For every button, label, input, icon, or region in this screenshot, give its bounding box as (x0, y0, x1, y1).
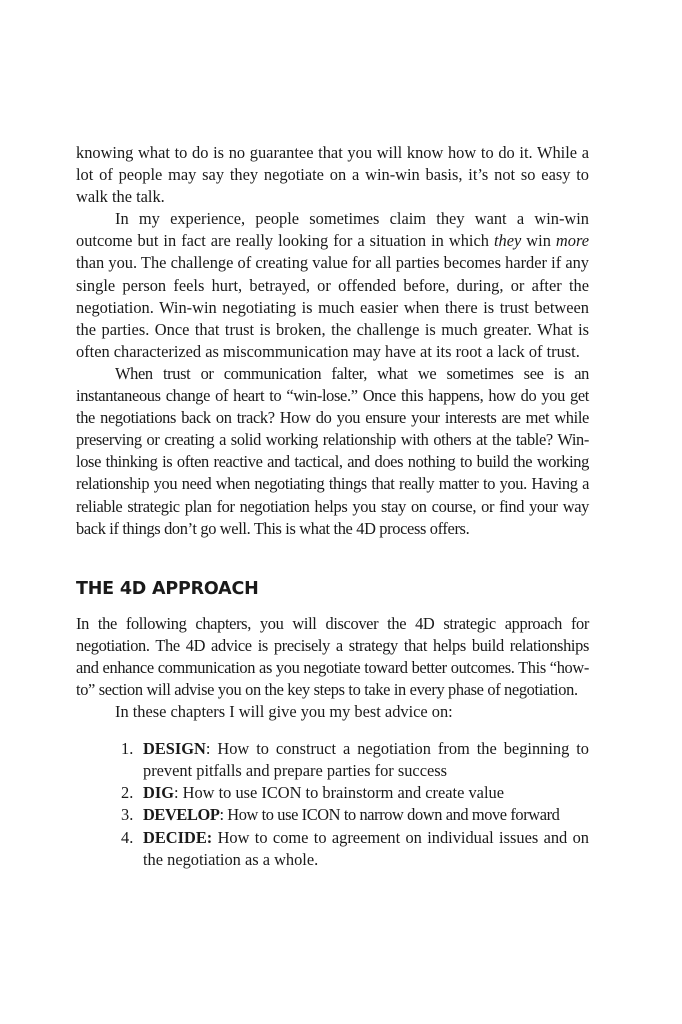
step-number: 3. (121, 805, 134, 825)
step-text: DESIGN: How to construct a negotiation from the beginning to prevent pitfalls and prepare parties for success (143, 739, 589, 781)
step-decide (76, 827, 589, 871)
paragraph-trust: When trust or communication falter, what we sometimes see is an instantaneous change of heart to “win-lose.” Once this happens, how do you get the negotiations back on track? How do you ensure your interests are met while preserving or creating a solid working relationship with others at the table? Win-lose thinking is often reactive and tactical, and does nothing to build the working relationship you need when negotiating things that really matter to you. Having a reliable strategic plan for negotiation helps you stay on course, or find your way back if things don’t go well. This is what the 4D process offers. (76, 363, 589, 538)
paragraph-best-advice: In these chapters I will give you my best advice on: (115, 702, 453, 722)
step-text: DECIDE: How to come to agreement on individual issues and on the negotiation as a whole. (143, 827, 589, 869)
step-number: 4. (121, 827, 134, 847)
page-text-block (76, 142, 589, 871)
step-term: DECIDE: (143, 827, 213, 847)
paragraph-experience (76, 208, 589, 363)
step-design (76, 738, 589, 782)
emphasis-they: they (493, 231, 522, 251)
step-text: DEVELOP: How to use ICON to narrow down and move forward (143, 805, 560, 825)
step-develop (76, 804, 589, 826)
step-text: DIG: How to use ICON to brainstorm and create value (143, 783, 504, 803)
step-number: 1. (121, 739, 134, 759)
step-term: DEVELOP (143, 805, 220, 825)
paragraph-experience-text-3: than you. The challenge of creating value for all parties becomes harder if any single person feels hurt, betrayed, or offended before, during, or after the negotiation. Win-win negotiating is much easier when there is trust between the parties. Once that trust is broken, the challenge is much greater. What is often characterized as miscommunication may have at its root a lack of trust. (76, 253, 589, 361)
step-term: DESIGN (143, 739, 206, 759)
emphasis-more: more (555, 231, 589, 251)
steps-list (76, 738, 589, 871)
paragraph-following-chapters: In the following chapters, you will discover the 4D strategic approach for negotiation. The 4D advice is precisely a strategy that helps build relationships and enhance communication as you negotiate toward better outcomes. This “how-to” section will advise you on the key steps to take in every phase of negotiation. (76, 613, 589, 699)
step-dig (76, 782, 589, 804)
step-number: 2. (121, 783, 134, 803)
section-heading: THE 4D APPROACH (76, 578, 259, 599)
step-term: DIG (143, 783, 174, 803)
paragraph-experience-text-1: In my experience, people sometimes claim they want a win-win outcome but in fact are really looking for a situation in which (76, 209, 589, 251)
paragraph-experience-text-2: win (521, 231, 556, 251)
paragraph-continued: knowing what to do is no guarantee that you will know how to do it. While a lot of people may say they negotiate on a win-win basis, it’s not so easy to walk the talk. (76, 143, 589, 207)
